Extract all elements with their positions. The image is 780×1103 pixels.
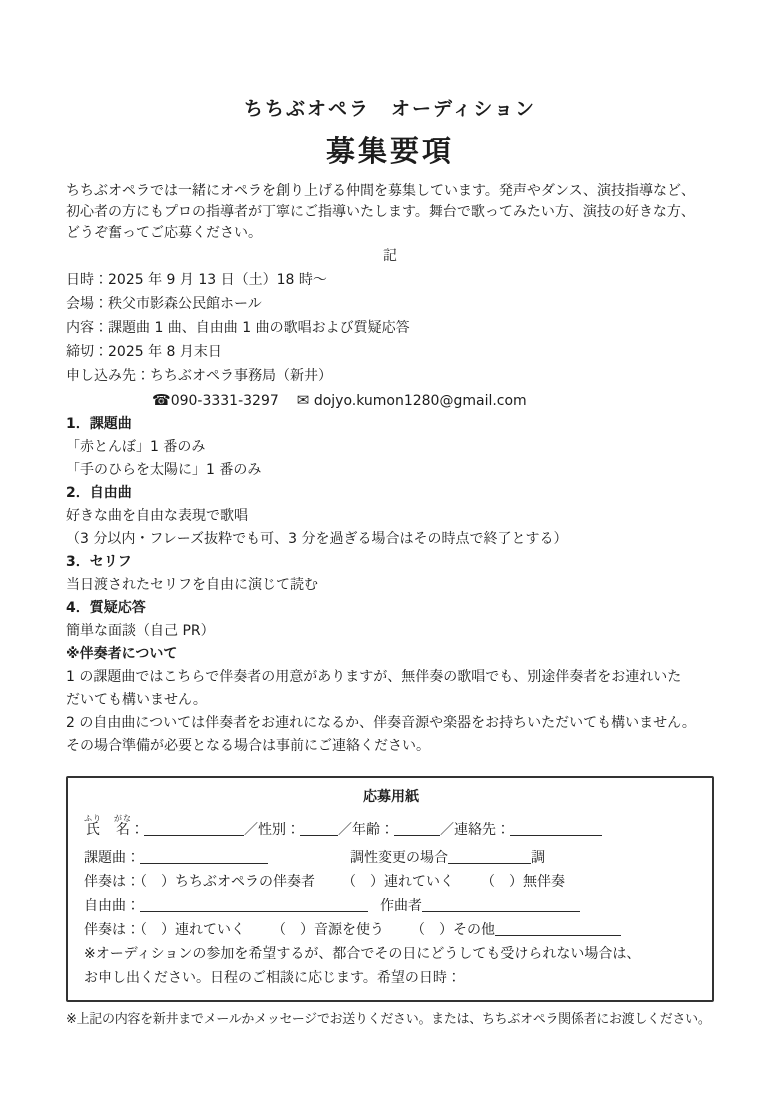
accompanist-line: 2 の自由曲については伴奏者をお連れになるか、伴奏音源や楽器をお持ちいただいても構いません。 xyxy=(66,715,696,731)
detail-line-venue: 会場：秩父市影森公民館ホール xyxy=(66,296,262,312)
gender-label: ／性別： xyxy=(244,822,300,838)
name-furigana-1: ふり xyxy=(84,814,102,823)
accomp-option-other: （ ）その他 xyxy=(411,922,495,938)
section-line: 好きな曲を自由な表現で歌唱 xyxy=(66,508,248,524)
set-piece-label: 課題曲： xyxy=(84,850,140,866)
set-piece-field-line xyxy=(140,851,268,864)
section-heading-qa: 4．質疑応答 xyxy=(66,600,146,616)
record-mark: 記 xyxy=(383,248,397,264)
accompanist-line: その場合準備が必要となる場合は事前にご連絡ください。 xyxy=(66,738,430,754)
doc-heading: 募集要項 xyxy=(325,134,454,168)
accompanist-heading: ※伴奏者について xyxy=(66,646,178,662)
free-piece-field-line xyxy=(140,899,368,912)
age-label: ／年齢： xyxy=(338,822,394,838)
accompaniment-label: 伴奏は： xyxy=(84,874,140,890)
footer-note: ※上記の内容を新井までメールかメッセージでお送りください。または、ちちぶオペラ関係者にお渡しください。 xyxy=(66,1012,711,1027)
intro-paragraph xyxy=(66,181,714,244)
form-set-piece-row xyxy=(84,846,698,870)
accompanist-line: だいても構いません。 xyxy=(66,692,207,708)
detail-line-datetime: 日時：2025 年 9 月 13 日（土）18 時～ xyxy=(66,272,327,288)
contact-field-line xyxy=(510,823,602,836)
composer-label: 作曲者 xyxy=(380,898,422,914)
key-change-label: 調性変更の場合 xyxy=(350,850,448,866)
name-furigana-2: がな xyxy=(114,814,132,823)
form-note-line: ※オーディションの参加を希望するが、都合でその日にどうしても受けられない場合は、 xyxy=(84,946,641,962)
form-accompaniment-row-2 xyxy=(84,918,698,942)
name-label xyxy=(84,814,144,838)
email-icon: ✉ xyxy=(296,391,310,409)
form-accompaniment-row-1 xyxy=(84,870,698,894)
form-name-row xyxy=(84,814,698,842)
section-heading-free-piece: 2．自由曲 xyxy=(66,485,132,501)
intro-line: ちちぶオペラでは一緒にオペラを創り上げる仲間を募集しています。発声やダンス、演技指導など、 xyxy=(66,183,696,199)
form-title: 応募用紙 xyxy=(363,789,419,805)
name-kanji-2 xyxy=(114,814,132,838)
email-address: dojyo.kumon1280@gmail.com xyxy=(313,393,527,409)
application-form-box xyxy=(66,776,714,1002)
composer-field-line xyxy=(422,899,580,912)
form-note-line: お申し出ください。日程のご相談に応じます。希望の日時： xyxy=(84,970,461,986)
accomp-option-audio-source: （ ）音源を使う xyxy=(272,922,384,938)
accomp-option-bring-own: （ ）連れていく xyxy=(342,874,454,890)
section-line: 当日渡されたセリフを自由に演じて読む xyxy=(66,577,318,593)
name-kanji-2-text: 名 xyxy=(114,822,132,838)
detail-line-content: 内容：課題曲 1 曲、自由曲 1 曲の歌唱および質疑応答 xyxy=(66,320,410,336)
name-kanji-1 xyxy=(84,814,102,838)
accomp-option-opera-pianist: （ ）ちちぶオペラの伴奏者 xyxy=(140,874,315,890)
accomp-option-bring-own: （ ）連れていく xyxy=(140,922,245,938)
section-line: 「赤とんぼ」1 番のみ xyxy=(66,439,206,455)
doc-title: ちちぶオペラ オーディション xyxy=(243,98,537,120)
section-heading-lines: 3．セリフ xyxy=(66,554,132,570)
accompaniment-label: 伴奏は： xyxy=(84,922,140,938)
contact-line xyxy=(66,388,714,413)
key-suffix: 調 xyxy=(531,850,545,866)
name-kanji-1-text: 氏 xyxy=(84,822,102,838)
form-free-piece-row xyxy=(84,894,698,918)
detail-line-apply-to: 申し込み先：ちちぶオペラ事務局（新井） xyxy=(66,368,332,384)
key-change-field-line xyxy=(448,851,531,864)
accompanist-line: 1 の課題曲ではこちらで伴奏者の用意がありますが、無伴奏の歌唱でも、別途伴奏者をお連れいた xyxy=(66,669,682,685)
free-piece-label: 自由曲： xyxy=(84,898,140,914)
section-line: （3 分以内・フレーズ抜粋でも可、3 分を過ぎる場合はその時点で終了とする） xyxy=(66,531,568,547)
name-field-line xyxy=(144,823,244,836)
section-line: 「手のひらを太陽に」1 番のみ xyxy=(66,462,262,478)
phone-icon: ☎ xyxy=(152,391,171,409)
other-field-line xyxy=(495,923,621,936)
section-line: 簡単な面談（自己 PR） xyxy=(66,623,215,639)
contact-label: ／連絡先： xyxy=(440,822,510,838)
phone-number: 090-3331-3297 xyxy=(170,393,279,409)
name-colon: ： xyxy=(130,822,144,838)
accomp-option-a-cappella: （ ）無伴奏 xyxy=(481,874,565,890)
age-field-line xyxy=(394,823,440,836)
gender-field-line xyxy=(300,823,338,836)
intro-line: どうぞ奮ってご応募ください。 xyxy=(66,225,262,241)
detail-line-deadline: 締切：2025 年 8 月末日 xyxy=(66,344,222,360)
section-heading-set-piece: 1．課題曲 xyxy=(66,416,132,432)
intro-line: 初心者の方にもプロの指導者が丁寧にご指導いたします。舞台で歌ってみたい方、演技の好きな方、 xyxy=(66,204,695,220)
